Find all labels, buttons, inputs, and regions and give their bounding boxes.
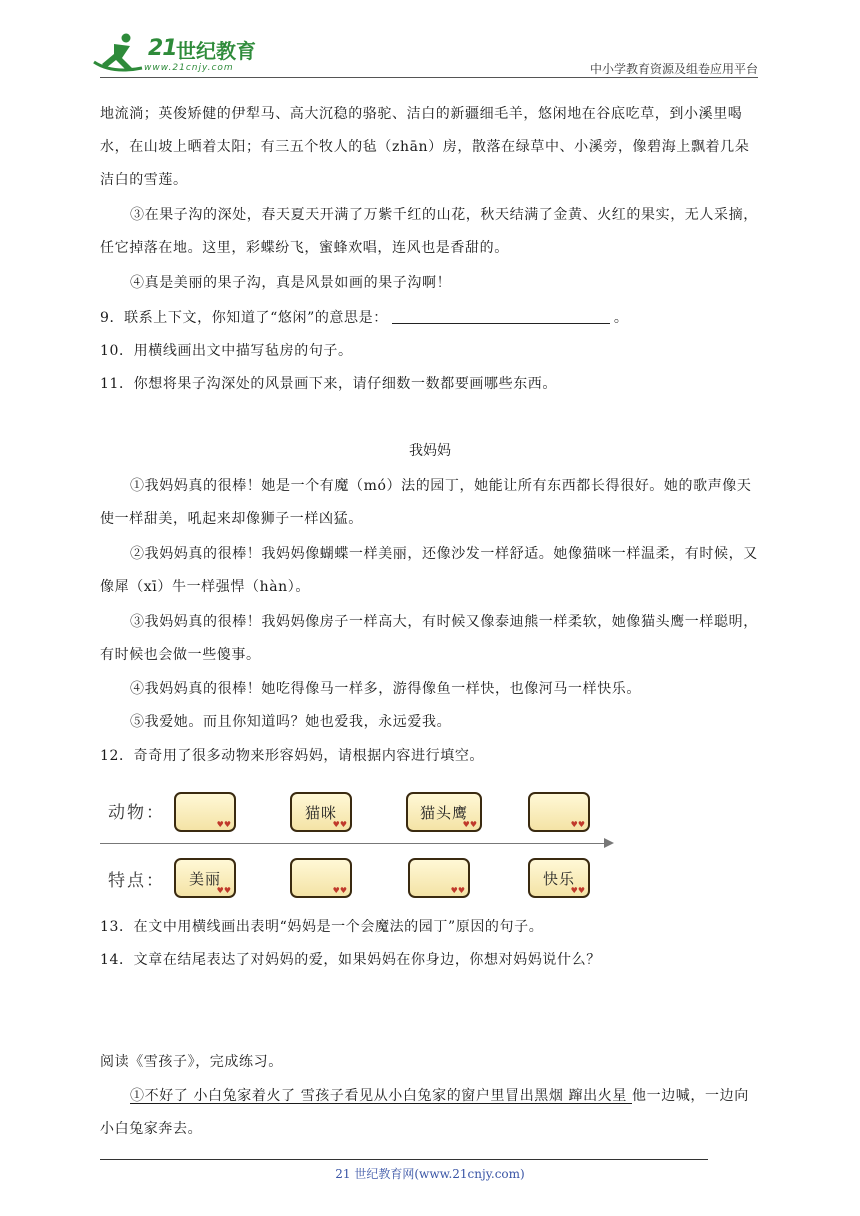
header-divider <box>100 77 758 78</box>
timeline-arrow <box>100 843 606 844</box>
heart-icon: ♥♥ <box>216 886 231 895</box>
passage1-line-2: 水，在山坡上晒着太阳；有三五个牧人的毡（zhān）房，散落在绿草中、小溪旁，像碧海上飘着几朵 <box>100 139 750 155</box>
passage2-paragraph-5: ⑤我爱她。而且你知道吗？她也爱我，永远爱我。 <box>130 714 452 730</box>
heart-icon: ♥♥ <box>332 886 347 895</box>
question-12: 12．奇奇用了很多动物来形容妈妈，请根据内容进行填空。 <box>100 748 485 764</box>
underlined-sentence: ①不好了 小白兔家着火了 雪孩子看见从小白兔家的窗户里冒出黑烟 蹿出火星 <box>130 1088 632 1104</box>
logo-name: 世纪教育 <box>176 39 256 63</box>
animal-card-1[interactable] <box>174 792 236 832</box>
heart-icon: ♥♥ <box>570 886 585 895</box>
animal-card-2[interactable] <box>290 792 352 832</box>
animal-row-label: 动物： <box>108 803 165 823</box>
trait-row-label: 特点： <box>108 871 165 891</box>
heart-icon: ♥♥ <box>570 820 585 829</box>
arrow-head-icon <box>604 838 614 848</box>
question-10: 10．用横线画出文中描写毡房的句子。 <box>100 343 353 359</box>
passage2-paragraph-4: ④我妈妈真的很棒！她吃得像马一样多，游得像鱼一样快，也像河马一样快乐。 <box>130 681 641 697</box>
heart-icon: ♥♥ <box>450 886 465 895</box>
heart-icon: ♥♥ <box>332 820 347 829</box>
header-platform-text: 中小学教育资源及组卷应用平台 <box>589 62 758 76</box>
footer-text: 21 世纪教育网(www.21cnjy.com) <box>335 1167 525 1181</box>
trait-card-1[interactable] <box>174 858 236 898</box>
card-text: 美丽 <box>188 869 221 888</box>
card-text: 猫咪 <box>304 803 337 822</box>
page-header <box>0 0 860 80</box>
passage1-line-1: 地流淌；英俊矫健的伊犁马、高大沉稳的骆驼、洁白的新疆细毛羊，悠闲地在谷底吃草，到小溪里喝 <box>100 106 743 122</box>
passage3-paragraph-1 <box>100 1080 760 1146</box>
animal-card-4[interactable] <box>528 792 590 832</box>
runner-icon <box>92 32 148 76</box>
passage1-paragraph-3: ③在果子沟的深处，春天夏天开满了万紫千红的山花，秋天结满了金黄、火红的果实，无人采摘，任它掉落在地。这里，彩蝶纷飞，蜜蜂欢唱，连风也是香甜的。 <box>100 207 758 256</box>
paragraph-rest: 他一边喊，一边向小白兔家奔去。 <box>100 1088 749 1137</box>
passage1-line-3: 洁白的雪莲。 <box>100 172 188 188</box>
logo-number: 21 <box>148 36 177 61</box>
heart-icon: ♥♥ <box>216 820 231 829</box>
card-text: 快乐 <box>542 869 575 888</box>
answer-blank[interactable] <box>392 307 610 324</box>
passage1-paragraph-4: ④真是美丽的果子沟，真是风景如画的果子沟啊！ <box>130 275 452 291</box>
question-14: 14．文章在结尾表达了对妈妈的爱，如果妈妈在你身边，你想对妈妈说什么？ <box>100 952 601 968</box>
question-9 <box>100 302 760 335</box>
logo-url: www.21cnjy.com <box>144 63 234 73</box>
passage2-paragraph-2: ②我妈妈真的很棒！我妈妈像蝴蝶一样美丽，还像沙发一样舒适。她像猫咪一样温柔，有时候，又像犀（xī）牛一样强悍（hàn）。 <box>100 546 758 595</box>
question-9-text: 9．联系上下文，你知道了“悠闲”的意思是： <box>100 310 388 326</box>
card-text: 猫头鹰 <box>419 803 468 822</box>
animal-trait-diagram <box>100 782 620 906</box>
question-9-end: 。 <box>613 310 629 326</box>
passage2-paragraph-1: ①我妈妈真的很棒！她是一个有魔（mó）法的园丁，她能让所有东西都长得很好。她的歌声像天使一样甜美，吼起来却像狮子一样凶猛。 <box>100 478 752 527</box>
passage2-title: 我妈妈 <box>409 443 451 459</box>
passage2-paragraph-3: ③我妈妈真的很棒！我妈妈像房子一样高大，有时候又像泰迪熊一样柔软，她像猫头鹰一样聪明，有时候也会做一些傻事。 <box>100 614 758 663</box>
footer-divider <box>100 1159 708 1160</box>
passage3-intro: 阅读《雪孩子》，完成练习。 <box>100 1054 283 1070</box>
trait-card-4[interactable] <box>528 858 590 898</box>
question-13: 13．在文中用横线画出表明“妈妈是一个会魔法的园丁”原因的句子。 <box>100 919 544 935</box>
question-11: 11．你想将果子沟深处的风景画下来，请仔细数一数都要画哪些东西。 <box>100 376 558 392</box>
site-logo <box>92 32 262 82</box>
animal-card-3[interactable] <box>406 792 482 832</box>
heart-icon: ♥♥ <box>462 820 477 829</box>
trait-card-2[interactable] <box>290 858 352 898</box>
trait-card-3[interactable] <box>408 858 470 898</box>
